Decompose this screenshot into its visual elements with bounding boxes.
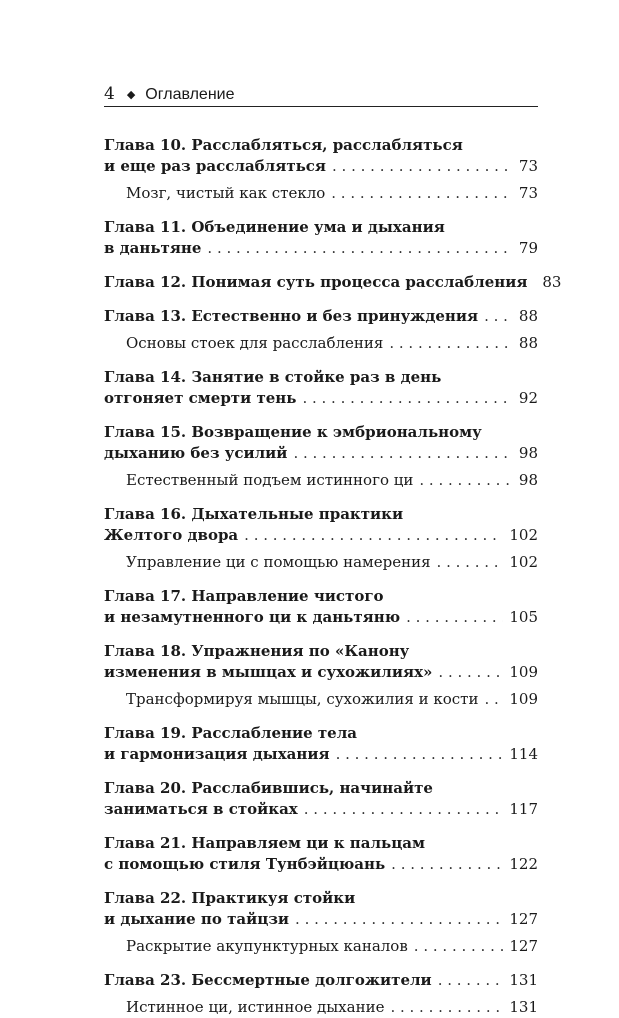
- page-ref: 79: [518, 239, 538, 257]
- entry-title-text: отгоняет смерти тень: [104, 389, 297, 407]
- entry-title-text: Истинное ци, истинное дыхание: [126, 998, 385, 1016]
- entry-title-line: Глава 15. Возвращение к эмбриональному: [104, 423, 482, 441]
- entry-last-line: [104, 970, 538, 991]
- entry-title-line: Глава 18. Упражнения по «Канону: [104, 642, 410, 660]
- dot-leader: [207, 238, 510, 259]
- entry-last-line: [104, 525, 538, 546]
- dot-leader: [389, 333, 510, 354]
- entry-title-text: Глава 13. Естественно и без принуждения: [104, 307, 479, 325]
- entry-title-line: Глава 16. Дыхательные практики: [104, 505, 404, 523]
- toc-section-entry: [104, 333, 538, 354]
- entry-title-text: Мозг, чистый как стекло: [126, 184, 326, 202]
- page-ref: 102: [509, 526, 538, 544]
- toc-chapter-entry: [104, 833, 538, 875]
- entry-title-text: изменения в мышцах и сухожилиях»: [104, 663, 433, 681]
- toc-chapter-entry: [104, 504, 538, 546]
- toc-chapter-entry: [104, 723, 538, 765]
- toc-section-entry: [104, 936, 538, 957]
- entry-last-line: [126, 333, 538, 354]
- entry-title-text: дыханию без усилий: [104, 444, 288, 462]
- toc-chapter-entry: [104, 778, 538, 820]
- dot-leader: [414, 936, 504, 957]
- entry-title-text: в даньтяне: [104, 239, 202, 257]
- entry-last-line: [104, 156, 538, 177]
- entry-last-line: [104, 662, 538, 683]
- dot-leader: [391, 854, 503, 875]
- page-ref: 131: [509, 998, 538, 1016]
- dot-leader: [437, 552, 504, 573]
- toc-chapter-entry: [104, 422, 538, 464]
- entry-title-text: Глава 23. Бессмертные долгожители: [104, 971, 432, 989]
- entry-title-text: и незамутненного ци к даньтяню: [104, 608, 401, 626]
- diamond-icon: ◆: [126, 88, 136, 101]
- entry-title-line: Глава 21. Направляем ци к пальцам: [104, 834, 426, 852]
- entry-last-line: [104, 306, 538, 327]
- running-title: Оглавление: [145, 86, 235, 103]
- entry-last-line: [104, 909, 538, 930]
- page-ref: 127: [509, 910, 538, 928]
- entry-last-line: [126, 552, 538, 573]
- page-ref: 114: [509, 745, 538, 763]
- dot-leader: [244, 525, 503, 546]
- toc-chapter-entry: [104, 641, 538, 683]
- toc-chapter-entry: [104, 217, 538, 259]
- toc-section-entry: [104, 183, 538, 204]
- dot-leader: [304, 799, 504, 820]
- entry-last-line: [104, 744, 538, 765]
- dot-leader: [438, 970, 504, 991]
- dot-leader: [484, 306, 510, 327]
- toc-section-entry: [104, 552, 538, 573]
- entry-title-text: и гармонизация дыхания: [104, 745, 330, 763]
- entry-title-text: Управление ци с помощью намерения: [126, 553, 431, 571]
- dot-leader: [390, 997, 503, 1018]
- entry-last-line: [126, 936, 538, 957]
- page-ref: 98: [518, 444, 538, 462]
- page-ref: 83: [542, 273, 562, 291]
- page-ref: 88: [518, 307, 538, 325]
- entry-title-line: Глава 17. Направление чистого: [104, 587, 384, 605]
- dot-leader: [484, 689, 503, 710]
- toc-chapter-entry: [104, 586, 538, 628]
- entry-title-text: и дыхание по тайцзи: [104, 910, 290, 928]
- entry-last-line: [104, 238, 538, 259]
- dot-leader: [438, 662, 503, 683]
- toc-chapter-entry: [104, 272, 562, 293]
- page-ref: 109: [509, 663, 538, 681]
- toc-section-entry: [104, 689, 538, 710]
- page-number: 4: [104, 84, 115, 104]
- page-ref: 73: [518, 157, 538, 175]
- page-ref: 102: [509, 553, 538, 571]
- entry-title-line: Глава 14. Занятие в стойке раз в день: [104, 368, 442, 386]
- page-ref: 92: [518, 389, 538, 407]
- dot-leader: [302, 388, 510, 409]
- entry-title-line: Глава 19. Расслабление тела: [104, 724, 358, 742]
- page-ref: 131: [509, 971, 538, 989]
- toc-chapter-entry: [104, 970, 538, 991]
- entry-title-text: заниматься в стойках: [104, 800, 298, 818]
- entry-title-line: Глава 20. Расслабившись, начинайте: [104, 779, 433, 797]
- entry-title-line: Глава 11. Объединение ума и дыхания: [104, 218, 445, 236]
- page-ref: 98: [518, 471, 538, 489]
- toc-chapter-entry: [104, 888, 538, 930]
- dot-leader: [419, 470, 510, 491]
- entry-title-text: Желтого двора: [104, 526, 239, 544]
- page-ref: 109: [509, 690, 538, 708]
- header-rule: [104, 106, 538, 107]
- entry-last-line: [104, 607, 538, 628]
- dot-leader: [336, 744, 504, 765]
- entry-title-text: Раскрытие акупунктурных каналов: [126, 937, 408, 955]
- entry-last-line: [104, 388, 538, 409]
- page-ref: 105: [509, 608, 538, 626]
- page-ref: 127: [509, 937, 538, 955]
- entry-title-line: Глава 22. Практикуя стойки: [104, 889, 356, 907]
- entry-last-line: [104, 854, 538, 875]
- entry-last-line: [126, 183, 538, 204]
- entry-title-text: с помощью стиля Тунбэйцюань: [104, 855, 386, 873]
- dot-leader: [406, 607, 503, 628]
- toc-chapter-entry: [104, 367, 538, 409]
- toc-section-entry: [104, 470, 538, 491]
- toc-chapter-entry: [104, 135, 538, 177]
- page-ref: 88: [518, 334, 538, 352]
- dot-leader: [332, 156, 510, 177]
- entry-title-text: Глава 12. Понимая суть процесса расслабления: [104, 273, 528, 291]
- entry-title-text: и еще раз расслабляться: [104, 157, 327, 175]
- page-ref: 117: [509, 800, 538, 818]
- entry-title-line: Глава 10. Расслабляться, расслабляться: [104, 136, 463, 154]
- page-header: [104, 76, 538, 104]
- page-ref: 73: [518, 184, 538, 202]
- dot-leader: [293, 443, 510, 464]
- entry-last-line: [104, 799, 538, 820]
- entry-title-text: Естественный подъем истинного ци: [126, 471, 414, 489]
- page-ref: 122: [509, 855, 538, 873]
- entry-last-line: [126, 470, 538, 491]
- toc-section-entry: [104, 997, 538, 1018]
- entry-last-line: [104, 443, 538, 464]
- dot-leader: [331, 183, 510, 204]
- toc-chapter-entry: [104, 306, 538, 327]
- entry-last-line: [126, 689, 538, 710]
- dot-leader: [295, 909, 503, 930]
- entry-last-line: [104, 272, 562, 293]
- entry-title-text: Трансформируя мышцы, сухожилия и кости: [126, 690, 479, 708]
- entry-last-line: [126, 997, 538, 1018]
- entry-title-text: Основы стоек для расслабления: [126, 334, 384, 352]
- table-of-contents: [104, 135, 562, 1018]
